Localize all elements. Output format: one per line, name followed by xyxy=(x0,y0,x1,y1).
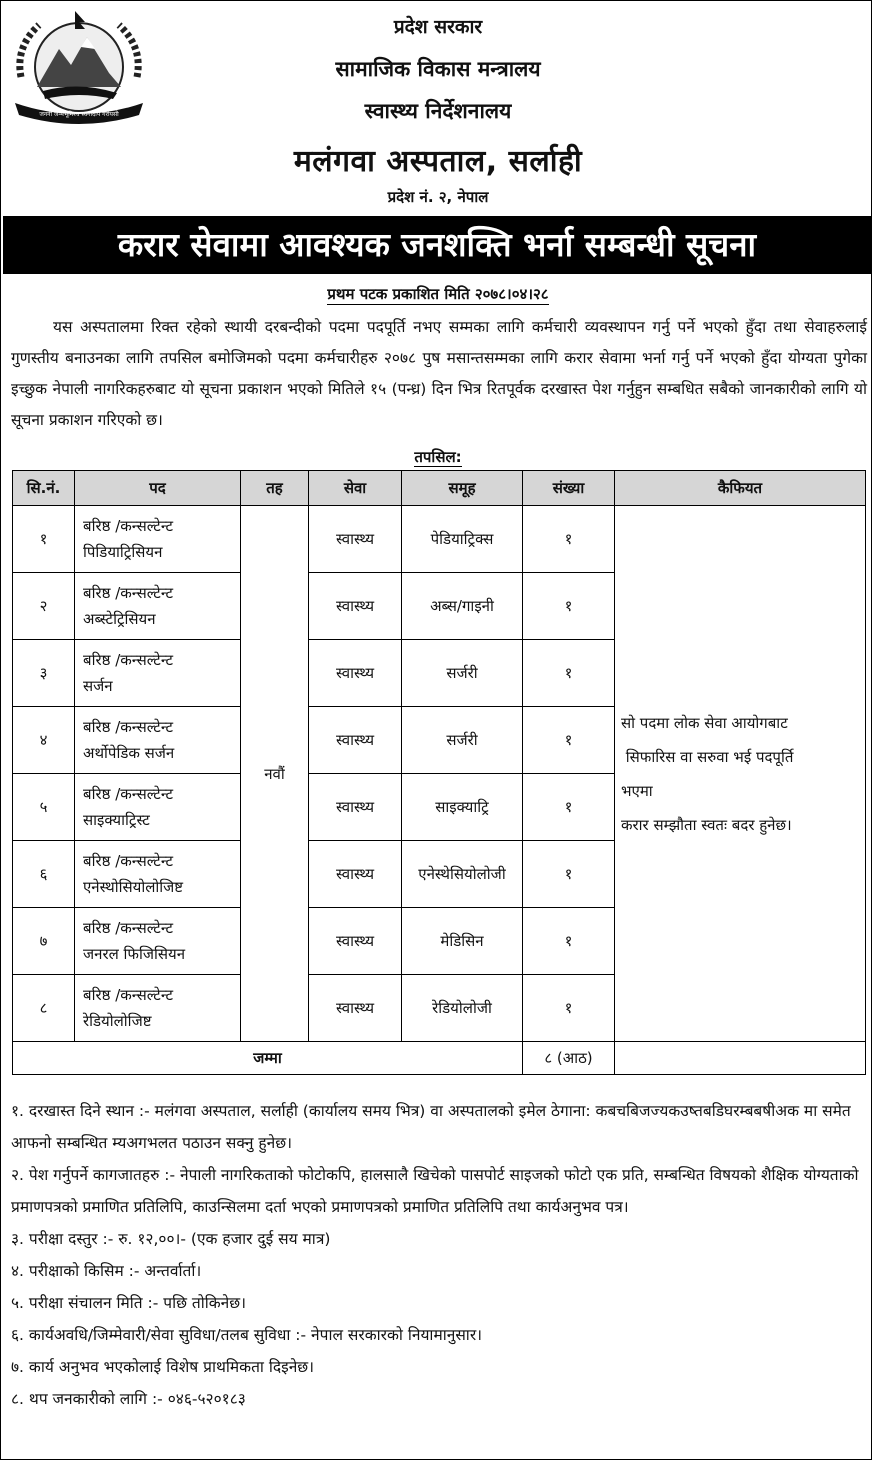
note-item: १. दरखास्त दिने स्थान :- मलंगवा अस्पताल, सर्लाही (कार्यालय समय भित्र) वा अस्पतालको इमेल ठेगाना: कबचबिजज्यकउष्तबडिघरम्बबषीअक मा समेत आफनो सम्बन्धित म्यअगभलत पठाउन सक्नु हुनेछ। xyxy=(11,1102,851,1152)
post-rank: बरिष्ठ /कन्सल्टेन्ट xyxy=(83,584,174,602)
cell-service: स्वास्थ्य xyxy=(309,707,402,774)
details-heading xyxy=(1,447,874,467)
post-title: सर्जन xyxy=(83,677,113,695)
header-directorate: स्वास्थ्य निर्देशनालय xyxy=(364,99,512,123)
cell-service: स्वास्थ्य xyxy=(309,841,402,908)
post-title: अर्थोपेडिक सर्जन xyxy=(83,744,175,762)
cell-post xyxy=(75,506,241,573)
table-header-row xyxy=(13,471,866,506)
post-rank: बरिष्ठ /कन्सल्टेन्ट xyxy=(83,651,174,669)
post-title: साइक्याट्रिस्ट xyxy=(83,811,150,829)
intro-paragraph: यस अस्पतालमा रिक्त रहेको स्थायी दरबन्दीको पदमा पदपूर्ति नभए सम्मका लागि कर्मचारी व्यवस्थापन गर्नु पर्ने भएको हुँदा तथा सेवाहरुलाई गुणस्तीय बनाउनका लागि तपसिल बमोजिमको पदमा कर्मचारीहरु २०७८ पुष मसान्तसम्मका लागि करार सेवामा भर्ना गर्नु पर्ने भएको हुँदा योग्यता पुगेका इच्छुक नेपाली नागरिकहरुबाट यो सूचना प्रकाशन भएको मितिले १५ (पन्ध्र) दिन भित्र रितपूर्वक दरखास्त पेश गर्नुहुन सम्बधित सबैको जानकारीको लागि यो सूचना प्रकाशन गरिएको छ। xyxy=(11,318,867,429)
details-heading-text: तपसिल: xyxy=(414,448,462,466)
cell-count: १ xyxy=(523,506,615,573)
cell-service: स्वास्थ्य xyxy=(309,573,402,640)
cell-service: स्वास्थ्य xyxy=(309,774,402,841)
note-item: ८. थप जनकारीको लागि :- ०४६-५२०१८३ xyxy=(11,1390,246,1408)
cell-sn: ३ xyxy=(13,640,75,707)
total-label: जम्मा xyxy=(13,1042,523,1075)
post-rank: बरिष्ठ /कन्सल्टेन्ट xyxy=(83,785,174,803)
remark-line: सिफारिस वा सरुवा भई पदपूर्ति xyxy=(621,747,794,766)
post-title: एनेस्थोसियोलोजिष्ट xyxy=(83,878,184,896)
cell-post xyxy=(75,975,241,1042)
post-title: अब्स्टेट्रिसियन xyxy=(83,610,156,628)
cell-sn: ४ xyxy=(13,707,75,774)
cell-post xyxy=(75,573,241,640)
cell-post xyxy=(75,908,241,975)
cell-level: नवौं xyxy=(241,506,309,1042)
post-rank: बरिष्ठ /कन्सल्टेन्ट xyxy=(83,852,174,870)
col-header-remark: कैफियत xyxy=(615,471,866,506)
cell-count: १ xyxy=(523,640,615,707)
post-rank: बरिष्ठ /कन्सल्टेन्ट xyxy=(83,919,174,937)
cell-sn: ७ xyxy=(13,908,75,975)
post-rank: बरिष्ठ /कन्सल्टेन्ट xyxy=(83,517,174,535)
cell-count: १ xyxy=(523,573,615,640)
published-date xyxy=(1,284,874,304)
vacancy-table xyxy=(12,470,866,1075)
note-item: २. पेश गर्नुपर्ने कागजातहरु :- नेपाली नागरिकताको फोटोकपि, हालसालै खिचेको पासपोर्ट साइजको फोटो एक प्रति, सम्बन्धित विषयको शैक्षिक योग्यताको प्रमाणपत्रको प्रमाणित प्रतिलिपि, काउन्सिलमा दर्ता भएको प्रमाणपत्रको प्रमाणित प्रतिलिपि तथा कार्यअनुभव पत्र। xyxy=(11,1166,859,1216)
post-rank: बरिष्ठ /कन्सल्टेन्ट xyxy=(83,986,174,1004)
post-title: रेडियोलोजिष्ट xyxy=(83,1012,152,1030)
cell-post xyxy=(75,841,241,908)
cell-group: साइक्याट्रि xyxy=(402,774,523,841)
cell-sn: २ xyxy=(13,573,75,640)
cell-post xyxy=(75,707,241,774)
total-remark-empty xyxy=(615,1042,866,1075)
cell-sn: ८ xyxy=(13,975,75,1042)
cell-count: १ xyxy=(523,908,615,975)
cell-service: स्वास्थ्य xyxy=(309,506,402,573)
published-date-text: प्रथम पटक प्रकाशित मिति २०७८।०४।२८ xyxy=(327,285,549,303)
note-item: ६. कार्यअवधि/जिम्मेवारी/सेवा सुविधा/तलब सुविधा :- नेपाल सरकारको नियामानुसार। xyxy=(11,1326,483,1344)
cell-count: १ xyxy=(523,707,615,774)
emblem-motto: जननी जन्मभूमिश्च स्वर्गादपि गरीयसी xyxy=(39,111,119,118)
cell-count: १ xyxy=(523,774,615,841)
notes-list xyxy=(11,1095,871,1415)
header-government: प्रदेश सरकार xyxy=(393,16,483,38)
notice-title-banner: करार सेवामा आवश्यक जनशक्ति भर्ना सम्बन्धी सूचना xyxy=(3,216,871,274)
cell-group: सर्जरी xyxy=(402,640,523,707)
cell-group: अब्स/गाइनी xyxy=(402,573,523,640)
note-item: ४. परीक्षाको किसिम :- अन्तर्वार्ता। xyxy=(11,1262,202,1280)
note-item: ७. कार्य अनुभव भएकोलाई विशेष प्राथमिकता दिइनेछ। xyxy=(11,1358,315,1376)
header-ministry: सामाजिक विकास मन्त्रालय xyxy=(335,57,541,81)
cell-sn: ६ xyxy=(13,841,75,908)
col-header-post: पद xyxy=(75,471,241,506)
header-province: प्रदेश नं. २, नेपाल xyxy=(387,188,489,206)
cell-remark xyxy=(615,506,866,1042)
note-item: ३. परीक्षा दस्तुर :- रु. १२,००।- (एक हजार दुई सय मात्र) xyxy=(11,1230,331,1248)
col-header-service: सेवा xyxy=(309,471,402,506)
cell-group: मेडिसिन xyxy=(402,908,523,975)
cell-service: स्वास्थ्य xyxy=(309,975,402,1042)
cell-group: सर्जरी xyxy=(402,707,523,774)
table-total-row xyxy=(13,1042,866,1075)
cell-group: रेडियोलोजी xyxy=(402,975,523,1042)
cell-group: पेडियाट्रिक्स xyxy=(402,506,523,573)
cell-post xyxy=(75,774,241,841)
cell-group: एनेस्थेसियोलोजी xyxy=(402,841,523,908)
remark-line: भएमा xyxy=(621,781,653,800)
cell-post xyxy=(75,640,241,707)
total-value: ८ (आठ) xyxy=(523,1042,615,1075)
cell-sn: ५ xyxy=(13,774,75,841)
note-item: ५. परीक्षा संचालन मिति :- पछि तोकिनेछ। xyxy=(11,1294,247,1312)
header-hospital: मलंगवा अस्पताल, सर्लाही xyxy=(293,144,583,179)
cell-sn: १ xyxy=(13,506,75,573)
cell-service: स्वास्थ्य xyxy=(309,640,402,707)
col-header-group: समूह xyxy=(402,471,523,506)
remark-line: करार सम्झौता स्वतः बदर हुनेछ। xyxy=(621,815,792,834)
table-row xyxy=(13,506,866,573)
cell-count: १ xyxy=(523,841,615,908)
col-header-level: तह xyxy=(241,471,309,506)
cell-service: स्वास्थ्य xyxy=(309,908,402,975)
col-header-sn: सि.नं. xyxy=(13,471,75,506)
post-title: पिडियाट्रिसियन xyxy=(83,543,163,561)
post-title: जनरल फिजिसियन xyxy=(83,945,186,963)
post-rank: बरिष्ठ /कन्सल्टेन्ट xyxy=(83,718,174,736)
col-header-count: संख्या xyxy=(523,471,615,506)
remark-line: सो पदमा लोक सेवा आयोगबाट xyxy=(621,713,788,732)
cell-count: १ xyxy=(523,975,615,1042)
